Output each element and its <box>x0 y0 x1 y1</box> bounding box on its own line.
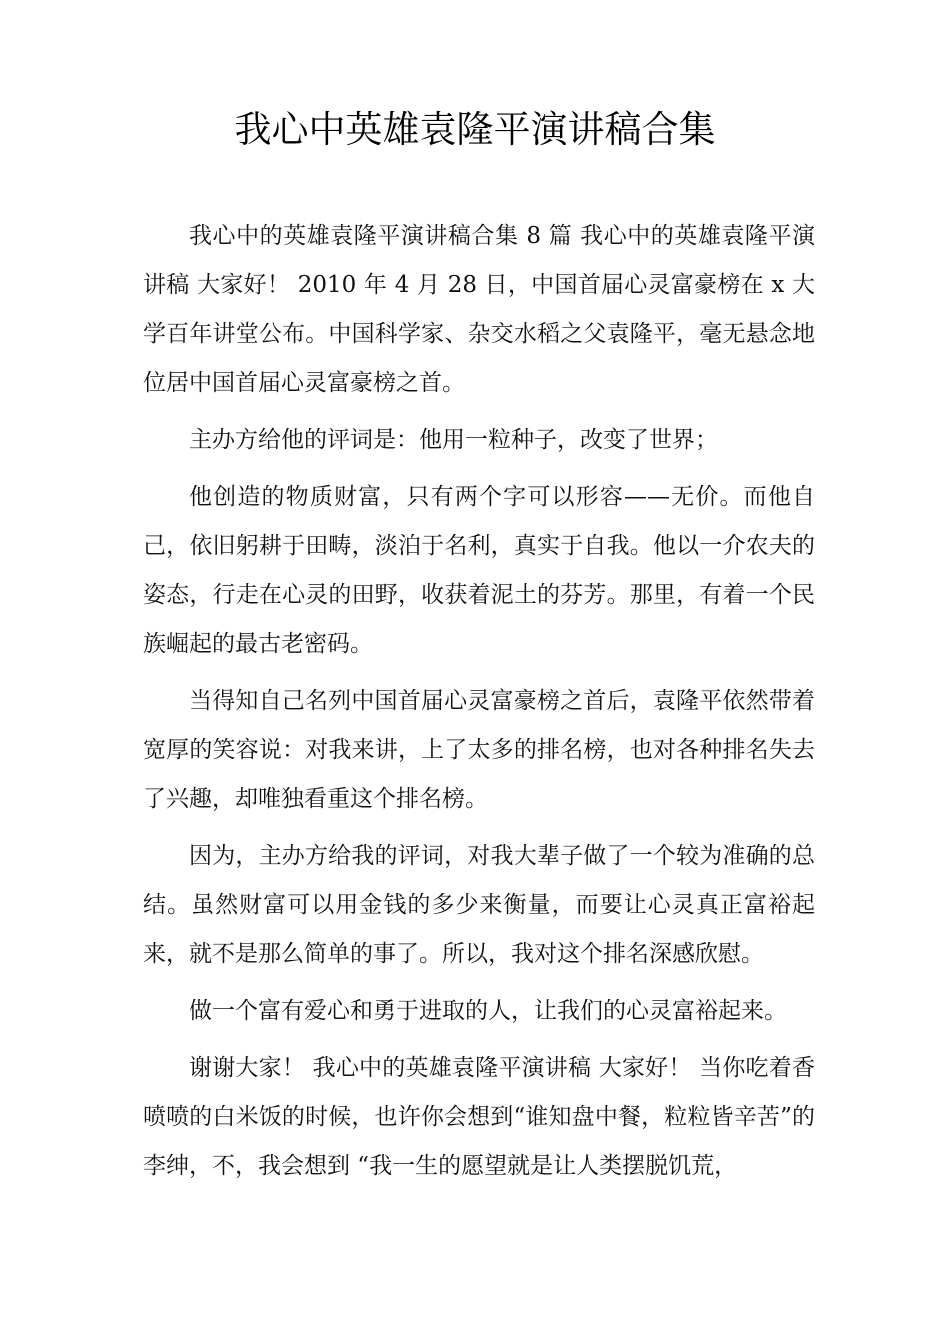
paragraph-5: 因为，主办方给我的评词，对我大辈子做了一个较为准确的总结。虽然财富可以用金钱的多少来衡量，而要让心灵真正富裕起来，就不是那么简单的事了。所以，我对这个排名深感欣慰。 <box>143 843 815 967</box>
paragraph-2: 主办方给他的评词是：他用一粒种子，改变了世界； <box>189 427 718 453</box>
document-title: 我心中英雄袁隆平演讲稿合集 <box>234 108 716 151</box>
paragraph-1: 我心中的英雄袁隆平演讲稿合集 8 篇 我心中的英雄袁隆平演讲稿 大家好！ 2010 年 4 月 28 日，中国首届心灵富豪榜在 x 大学百年讲堂公布。中国科学家、杂交水稻之父袁隆平，毫无悬念地位居中国首届心灵富豪榜之首。 <box>143 223 815 396</box>
paragraph-6: 做一个富有爱心和勇于进取的人，让我们的心灵富裕起来。 <box>189 998 787 1024</box>
paragraph-7: 谢谢大家！ 我心中的英雄袁隆平演讲稿 大家好！ 当你吃着香喷喷的白米饭的时候，也许你会想到“谁知盘中餐，粒粒皆辛苦”的李绅，不，我会想到 “我一生的愿望就是让人类摆脱饥荒， <box>143 1055 815 1179</box>
document-body <box>143 212 815 1199</box>
paragraph-3: 他创造的物质财富，只有两个字可以形容——无价。而他自己，依旧躬耕于田畴，淡泊于名利，真实于自我。他以一介农夫的姿态，行走在心灵的田野，收获着泥土的芬芳。那里，有着一个民族崛起的最古老密码。 <box>143 484 815 657</box>
paragraph-4: 当得知自己名列中国首届心灵富豪榜之首后，袁隆平依然带着宽厚的笑容说：对我来讲，上了太多的排名榜，也对各种排名失去了兴趣，却唯独看重这个排名榜。 <box>143 688 815 812</box>
